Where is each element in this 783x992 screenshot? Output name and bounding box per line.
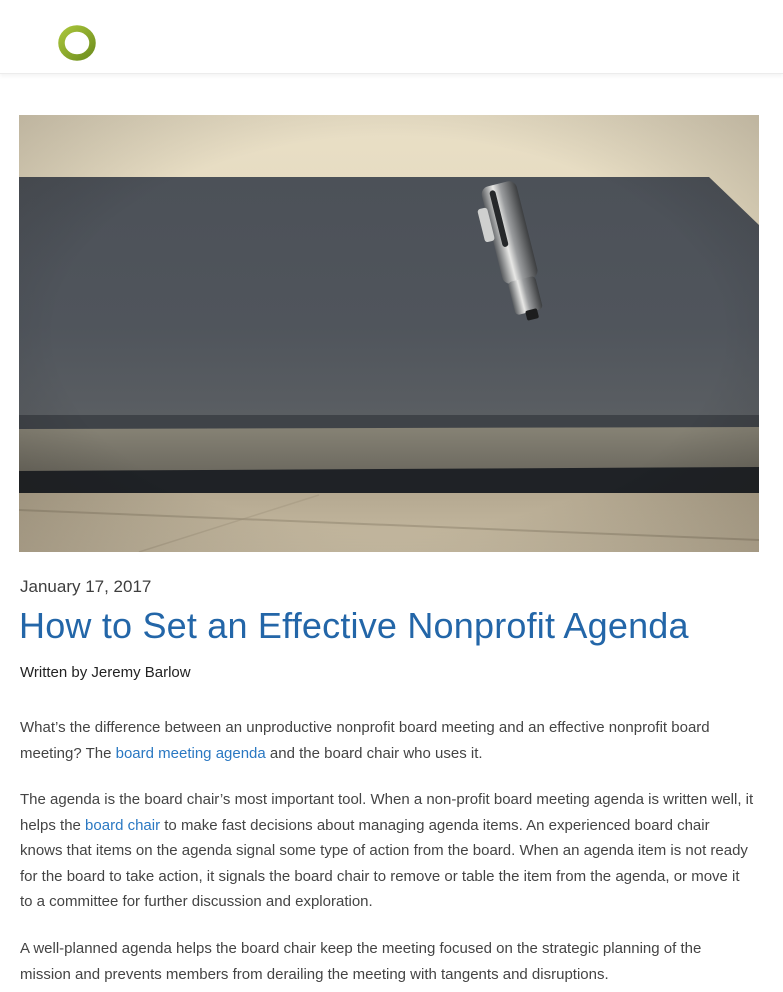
site-logo-link[interactable] [57,24,97,62]
post-date: January 17, 2017 [20,577,152,596]
paragraph-1 [20,715,755,766]
board-chair-link[interactable]: board chair [85,816,161,834]
paragraph-text: and the board chair who uses it. [265,744,483,762]
post-byline: Written by Jeremy Barlow [20,664,191,681]
paragraph-2 [20,787,755,915]
site-header [0,0,783,74]
paragraph-text: The agenda is the board chair’s most important tool. When a non-profit board meeting agenda is written well, it helps the [20,791,754,834]
notebook-pen-image [19,115,759,552]
green-ring-logo-icon [57,24,97,62]
paragraph-text: What’s the difference between an unproductive nonprofit board meeting and an effective nonprofit board meeting? The [20,719,710,762]
paragraph-3: A well-planned agenda helps the board chair keep the meeting focused on the strategic planning of the mission and prevents members from derailing the meeting with tangents and disruptions. [20,940,702,983]
post-title: How to Set an Effective Nonprofit Agenda [19,605,689,646]
hero-image [19,115,759,552]
board-meeting-agenda-link[interactable]: board meeting agenda [115,744,266,762]
paragraph-text: to make fast decisions about managing agenda items. An experienced board chair knows that items on the agenda signal some type of action from the board. When an agenda item is not ready for the board to take action, it signals the board chair to remove or table the item from the agenda, or move it to a committee for further discussion and exploration. [20,816,748,910]
